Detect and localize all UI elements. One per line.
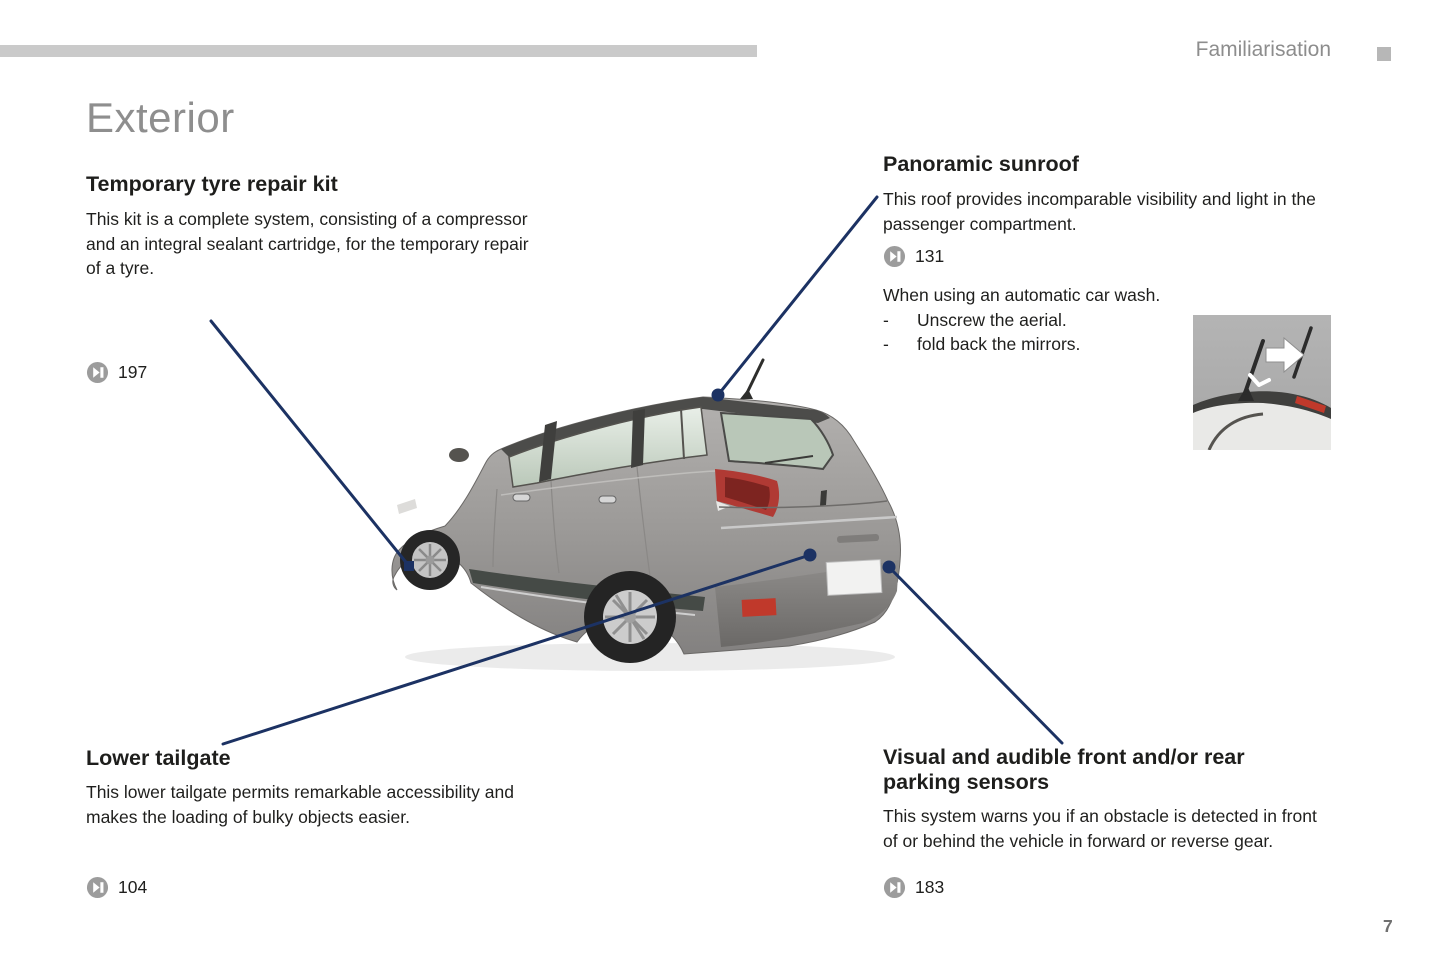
carwash-item-text: fold back the mirrors. — [917, 334, 1081, 354]
sensors-heading: Visual and audible front and/or rear parking sensors — [883, 745, 1245, 794]
license-plate — [826, 560, 882, 596]
page-ref-number: 131 — [915, 246, 945, 266]
door-handle — [513, 494, 530, 501]
front-wheel — [400, 530, 460, 590]
tyre-kit-body: This kit is a complete system, consisting of a compressor and an integral sealant cartridge, for the temporary repair of a tyre. — [86, 209, 529, 278]
carwash-item-text: Unscrew the aerial. — [917, 310, 1067, 330]
page-ref-icon — [86, 876, 109, 899]
sunroof-page-ref — [883, 245, 944, 268]
page-number: 7 — [1383, 916, 1393, 936]
page-ref-number: 197 — [118, 362, 148, 382]
list-dash: - — [883, 310, 889, 330]
sunroof-heading: Panoramic sunroof — [883, 152, 1079, 176]
header-divider-bar — [0, 45, 757, 57]
sensors-body: This system warns you if an obstacle is detected in front of or behind the vehicle in forward or reverse gear. — [883, 806, 1317, 851]
page-ref-icon — [883, 245, 906, 268]
chapter-label: Familiarisation — [1195, 38, 1331, 61]
fog-reflector — [742, 598, 777, 617]
list-dash: - — [883, 334, 889, 354]
rear-wheel — [584, 571, 676, 663]
tyre-kit-callout-line — [211, 321, 409, 566]
tailgate-page-ref — [86, 876, 147, 899]
tyre-kit-heading: Temporary tyre repair kit — [86, 172, 338, 196]
tailgate-heading: Lower tailgate — [86, 746, 231, 770]
carwash-intro: When using an automatic car wash. — [883, 285, 1161, 305]
tyre-kit-page-ref — [86, 361, 147, 384]
brand-emblem — [820, 490, 827, 506]
tailgate-body: This lower tailgate permits remarkable accessibility and makes the loading of bulky objects easier. — [86, 782, 514, 827]
page-title: Exterior — [86, 94, 235, 141]
page-ref-icon — [86, 361, 109, 384]
page-ref-number: 104 — [118, 877, 148, 897]
page-ref-number: 183 — [915, 877, 945, 897]
headlight — [397, 499, 417, 514]
car-illustration — [385, 355, 940, 685]
aerial-carwash-inset-image — [1193, 315, 1331, 450]
page-ref-icon — [883, 876, 906, 899]
chapter-tab-marker — [1377, 47, 1391, 61]
sensors-page-ref — [883, 876, 944, 899]
door-handle — [599, 496, 616, 503]
sunroof-body: This roof provides incomparable visibility and light in the passenger compartment. — [883, 189, 1316, 234]
side-mirror — [449, 448, 469, 462]
car-aerial — [740, 360, 763, 399]
